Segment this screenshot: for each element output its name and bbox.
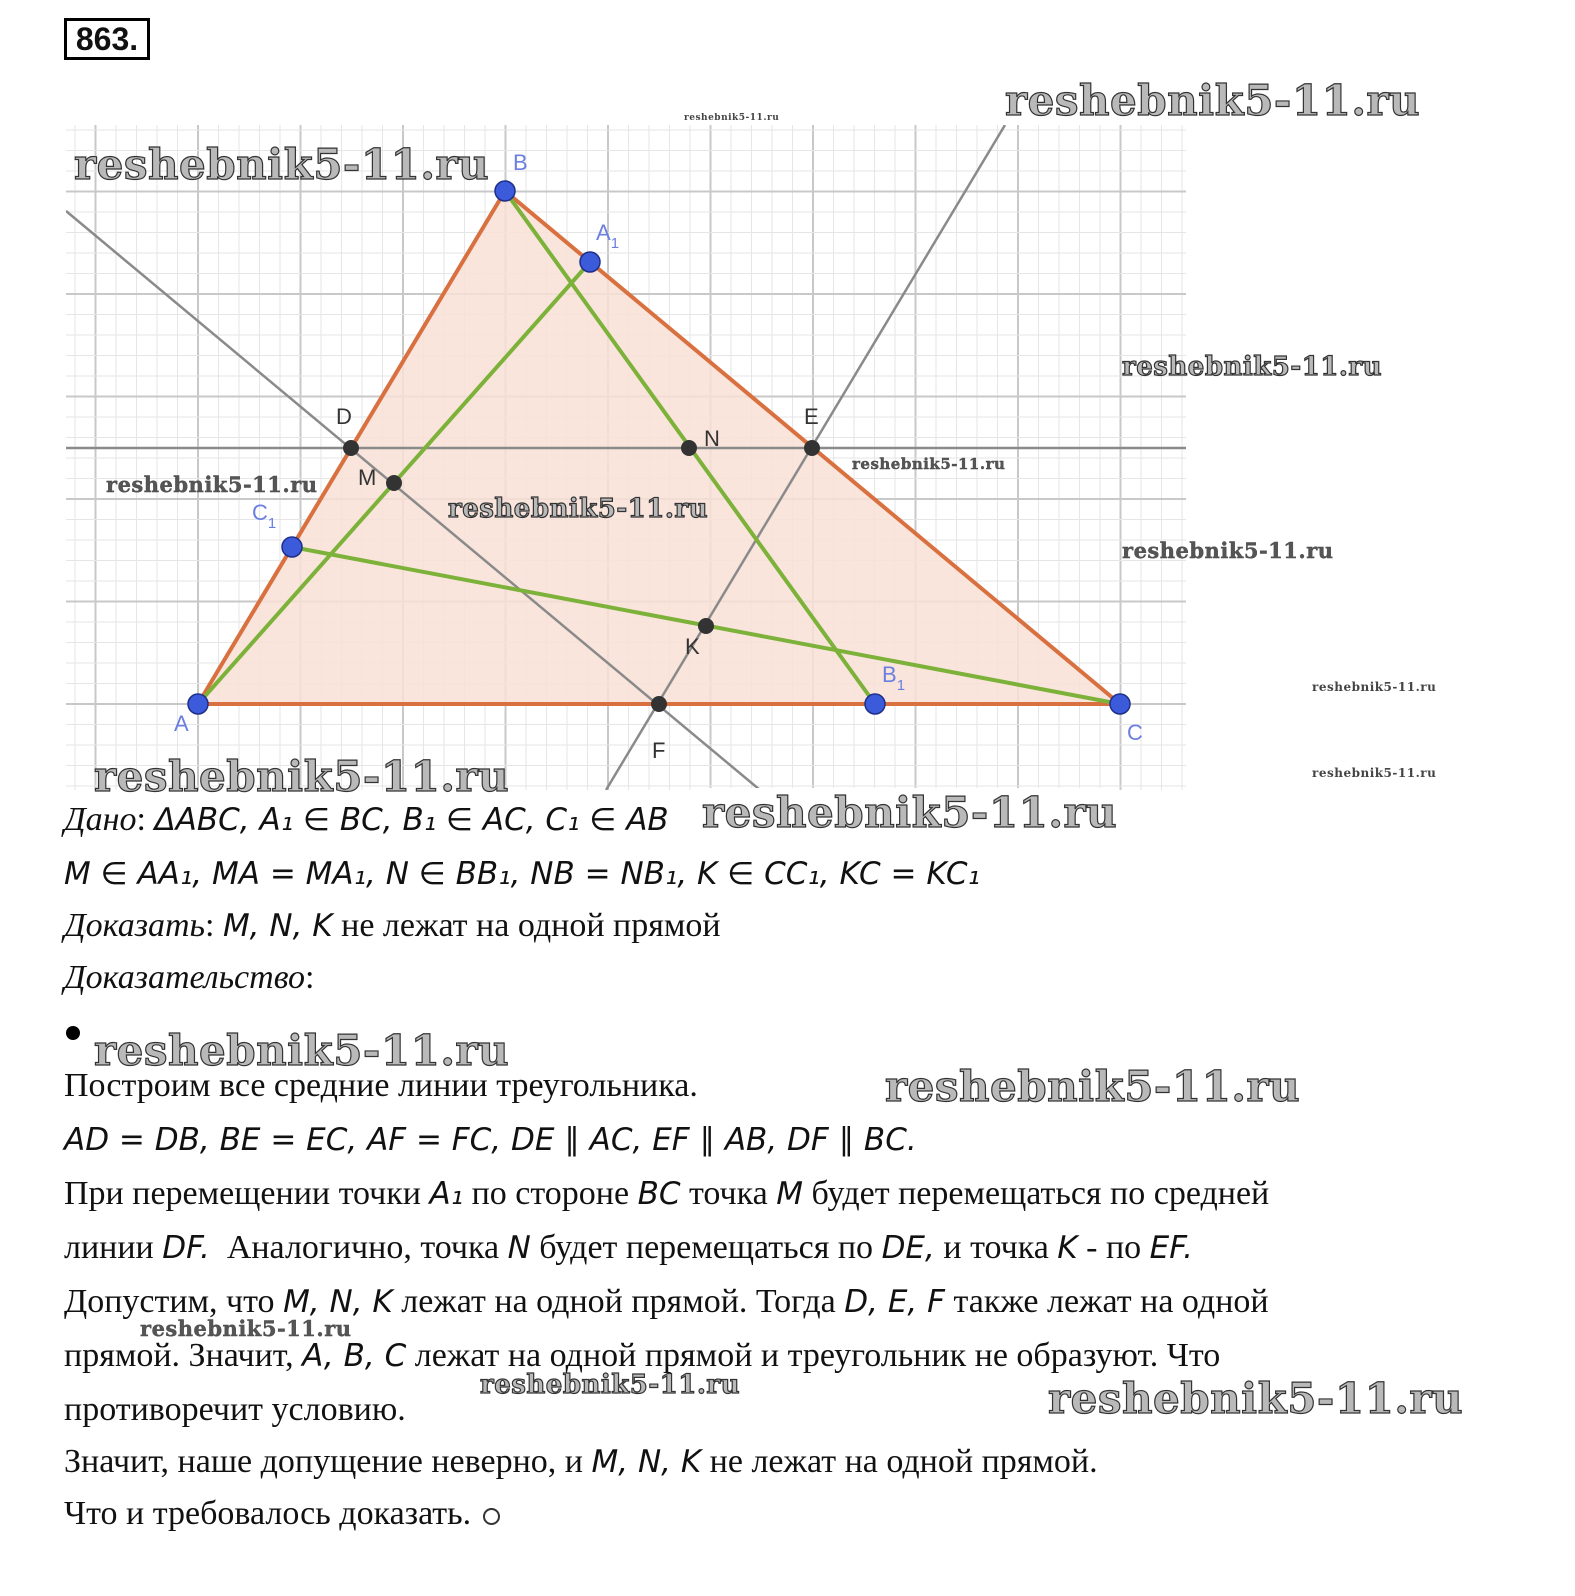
text: лежат на одной прямой. Тогда: [401, 1283, 836, 1320]
label-b1: $B_1$: [882, 662, 906, 694]
point-b1: [865, 694, 885, 714]
watermark: reshebnik5-11.ru: [94, 752, 510, 801]
text: Значит, наше допущение неверно, и: [64, 1443, 583, 1480]
label-m: M: [358, 465, 377, 490]
watermark: reshebnik5-11.ru: [1312, 766, 1437, 780]
midline-equalities: AD = DB, BE = EC, AF = FC, DE ∥ AC, EF ∥ AB, DF ∥ BC.: [64, 1122, 917, 1158]
watermark: reshebnik5-11.ru: [1122, 538, 1334, 563]
watermark: reshebnik5-11.ru: [448, 494, 709, 524]
label-f: F: [652, 738, 666, 763]
label-e: E: [804, 404, 819, 429]
proof-p4: [64, 1228, 1193, 1268]
text: прямой. Значит,: [64, 1337, 294, 1374]
math: A, B, C: [302, 1338, 407, 1374]
proof-p1: Построим все средние линии треугольника.: [64, 1067, 698, 1104]
watermark: reshebnik5-11.ru: [702, 788, 1118, 837]
text: будет перемещаться по средней: [811, 1175, 1270, 1212]
label-d: D: [336, 404, 352, 429]
text: Аналогично, точка: [226, 1229, 500, 1266]
point-n: [681, 440, 697, 456]
qed-circle-icon: [483, 1508, 500, 1525]
text: лежат на одной прямой и треугольник не образуют. Что: [414, 1337, 1221, 1374]
math: M, N, K: [283, 1284, 393, 1320]
text: будет перемещаться по: [539, 1229, 874, 1266]
label-k: K: [685, 634, 700, 659]
math: DE,: [881, 1230, 935, 1266]
label-n: N: [704, 426, 720, 451]
point-c1: [282, 537, 302, 557]
math: DF.: [162, 1230, 210, 1266]
math: K: [1057, 1230, 1078, 1266]
point-f: [651, 696, 667, 712]
watermark: reshebnik5-11.ru: [1312, 680, 1437, 694]
text: линии: [64, 1229, 154, 1266]
point-e: [804, 440, 820, 456]
proof-label: Доказательство: [64, 959, 306, 996]
text: При перемещении точки: [64, 1175, 421, 1212]
label-c1: $C_1$: [252, 500, 277, 532]
math: N: [507, 1230, 531, 1266]
text: Что и требовалось доказать.: [64, 1495, 472, 1532]
text: - по: [1086, 1229, 1142, 1266]
prove-line: Доказать: M, N, K не лежат на одной прямой: [64, 907, 721, 944]
watermark: reshebnik5-11.ru: [852, 455, 1006, 473]
given-math-2: M ∈ AA₁, MA = MA₁, N ∈ BB₁, NB = NB₁, K ∈ CC₁, KC = KC₁: [64, 856, 980, 892]
task-number: 863.: [64, 18, 150, 60]
prove-rest: не лежат на одной прямой: [341, 907, 721, 944]
point-b: [495, 181, 515, 201]
text: Допустим, что: [64, 1283, 275, 1320]
label-b: B: [513, 150, 528, 175]
point-a1: [580, 252, 600, 272]
watermark: reshebnik5-11.ru: [94, 1026, 510, 1075]
text: точка: [688, 1175, 768, 1212]
point-k: [698, 618, 714, 634]
label-c: C: [1127, 720, 1143, 745]
math: BC: [637, 1176, 681, 1212]
math: M: [776, 1176, 803, 1212]
watermark: reshebnik5-11.ru: [106, 472, 318, 497]
watermark: reshebnik5-11.ru: [885, 1062, 1301, 1111]
text: не лежат на одной прямой.: [709, 1443, 1098, 1480]
math: A₁: [429, 1176, 464, 1212]
math: D, E, F: [844, 1284, 945, 1320]
given-label: Дано: [64, 801, 137, 838]
text: по стороне: [471, 1175, 630, 1212]
watermark: reshebnik5-11.ru: [1122, 352, 1383, 382]
watermark: reshebnik5-11.ru: [1048, 1374, 1464, 1423]
prove-label: Доказать: [64, 907, 205, 944]
given-math: ΔABC, A₁ ∈ BC, B₁ ∈ AC, C₁ ∈ AB: [154, 802, 669, 838]
proof-p9: [64, 1494, 500, 1534]
proof-p8: [64, 1442, 1098, 1482]
proof-line: Доказательство:: [64, 959, 315, 996]
math: M, N, K: [591, 1444, 702, 1480]
label-a: A: [174, 711, 189, 736]
watermark: reshebnik5-11.ru: [140, 1316, 352, 1341]
watermark: reshebnik5-11.ru: [74, 140, 490, 189]
prove-math: M, N, K: [222, 908, 333, 944]
given-line-2: [64, 854, 980, 894]
watermark: reshebnik5-11.ru: [480, 1370, 741, 1400]
text: также лежат на одной: [953, 1283, 1269, 1320]
text: и точка: [943, 1229, 1049, 1266]
point-d: [343, 440, 359, 456]
given-line-1: Дано: ΔABC, A₁ ∈ BC, B₁ ∈ AC, C₁ ∈ AB: [64, 801, 669, 838]
point-a: [188, 694, 208, 714]
watermark: reshebnik5-11.ru: [1005, 76, 1421, 125]
proof-p7: противоречит условию.: [64, 1391, 406, 1428]
point-m: [386, 475, 402, 491]
bullet-icon: [66, 1026, 80, 1040]
label-a1: $A_1$: [596, 220, 620, 252]
watermark: reshebnik5-11.ru: [684, 113, 780, 123]
math: EF.: [1149, 1230, 1193, 1266]
proof-p3: [64, 1174, 1269, 1214]
point-c: [1110, 694, 1130, 714]
proof-p2: [64, 1120, 917, 1160]
